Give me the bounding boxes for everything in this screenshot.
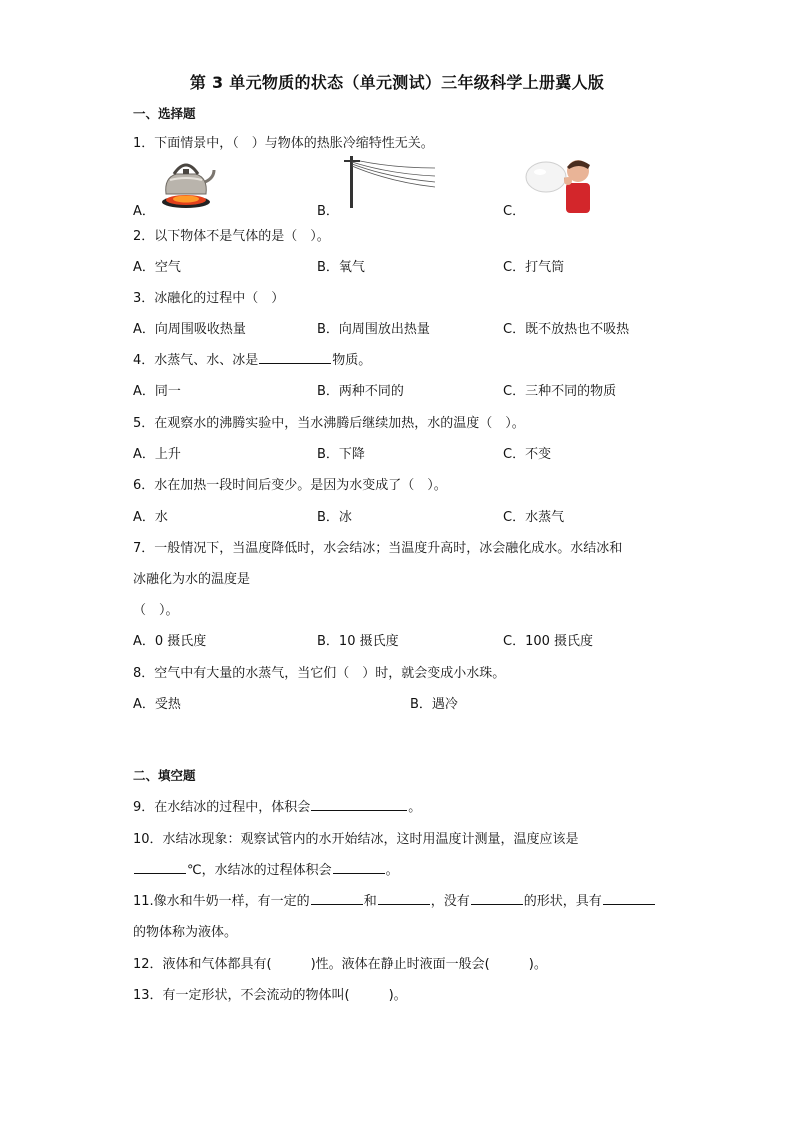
blank-line[interactable] — [311, 890, 363, 905]
q5-option-b: B．下降 — [317, 447, 365, 462]
q3-option-b: B．向周围放出热量 — [317, 322, 430, 337]
question-2: 2．以下物体不是气体的是（ ）。 — [133, 229, 330, 244]
power-pole-wires-icon — [340, 154, 436, 212]
question-1: 1．下面情景中，（ ）与物体的热胀冷缩特性无关。 — [133, 136, 434, 151]
q7-option-c: C．100 摄氏度 — [503, 634, 594, 649]
q4-option-c: C．三种不同的物质 — [503, 384, 617, 399]
question-7-line-2: 冰融化为水的温度是 — [133, 572, 251, 587]
q6-option-b: B．冰 — [317, 510, 352, 525]
q1-option-b: B． — [317, 204, 339, 219]
q4-option-a: A．同一 — [133, 384, 181, 399]
question-9-post: 。 — [408, 800, 422, 815]
q8-option-a: A．受热 — [133, 697, 181, 712]
q4-option-b: B．两种不同的 — [317, 384, 404, 399]
question-5: 5．在观察水的沸腾实验中，当水沸腾后继续加热，水的温度（ ）。 — [133, 416, 525, 431]
q2-option-b: B．氧气 — [317, 260, 365, 275]
blank-line[interactable] — [471, 890, 523, 905]
blank-line[interactable] — [134, 859, 186, 874]
blank-line[interactable] — [311, 796, 407, 811]
q5-option-a: A．上升 — [133, 447, 181, 462]
q2-option-a: A．空气 — [133, 260, 181, 275]
blank-line[interactable] — [259, 349, 331, 364]
section-heading-fill: 二、填空题 — [133, 768, 196, 783]
question-7-line-1: 7．一般情况下，当温度降低时，水会结冰；当温度升高时，冰会融化成水。水结冰和 — [133, 541, 623, 556]
question-7-line-3: （ ）。 — [133, 603, 179, 618]
question-11-line-1 — [133, 890, 656, 909]
question-11-line-2: 的物体称为液体。 — [133, 925, 238, 940]
kettle-on-fire-icon — [156, 154, 216, 214]
question-8: 8．空气中有大量的水蒸气，当它们（ ）时，就会变成小水珠。 — [133, 666, 506, 681]
q7-option-a: A．0 摄氏度 — [133, 634, 207, 649]
question-10-line-2 — [133, 859, 399, 878]
question-6: 6．水在加热一段时间后变少。是因为水变成了（ ）。 — [133, 478, 447, 493]
question-13: 13．有一定形状，不会流动的物体叫( )。 — [133, 988, 407, 1003]
question-10-post: 。 — [385, 863, 399, 878]
q6-option-c: C．水蒸气 — [503, 510, 565, 525]
question-10-line-1: 10．水结冰现象：观察试管内的水开始结冰，这时用温度计测量，温度应该是 — [133, 832, 579, 847]
section-heading-choice: 一、选择题 — [133, 106, 196, 121]
blank-line[interactable] — [378, 890, 430, 905]
q3-option-a: A．向周围吸收热量 — [133, 322, 246, 337]
q1-option-a: A． — [133, 204, 155, 219]
question-11-part-4: 的形状，具有 — [523, 894, 602, 909]
question-11-part-2: 和 — [363, 894, 377, 909]
q5-option-c: C．不变 — [503, 447, 552, 462]
boy-blowing-balloon-icon — [524, 153, 592, 217]
question-11-part-1: 11.像水和牛奶一样，有一定的 — [133, 894, 310, 909]
q7-option-b: B．10 摄氏度 — [317, 634, 399, 649]
question-3: 3．冰融化的过程中（ ） — [133, 291, 285, 306]
question-4-text-post: 物质。 — [332, 353, 372, 368]
q3-option-c: C．既不放热也不吸热 — [503, 322, 630, 337]
question-4 — [133, 349, 371, 368]
q6-option-a: A．水 — [133, 510, 168, 525]
q2-option-c: C．打气筒 — [503, 260, 565, 275]
question-9-pre: 9．在水结冰的过程中，体积会 — [133, 800, 311, 815]
page-title: 第 3 单元物质的状态（单元测试）三年级科学上册冀人版 — [189, 73, 605, 92]
question-9 — [133, 796, 421, 815]
question-4-text-pre: 4．水蒸气、水、冰是 — [133, 353, 259, 368]
blank-line[interactable] — [603, 890, 655, 905]
question-11-part-3: ，没有 — [430, 894, 470, 909]
q1-option-c: C． — [503, 204, 526, 219]
q8-option-b: B．遇冷 — [410, 697, 458, 712]
blank-line[interactable] — [333, 859, 385, 874]
question-12: 12．液体和气体都具有( )性。液体在静止时液面一般会( )。 — [133, 957, 547, 972]
question-10-mid: ℃，水结冰的过程体积会 — [187, 863, 332, 878]
